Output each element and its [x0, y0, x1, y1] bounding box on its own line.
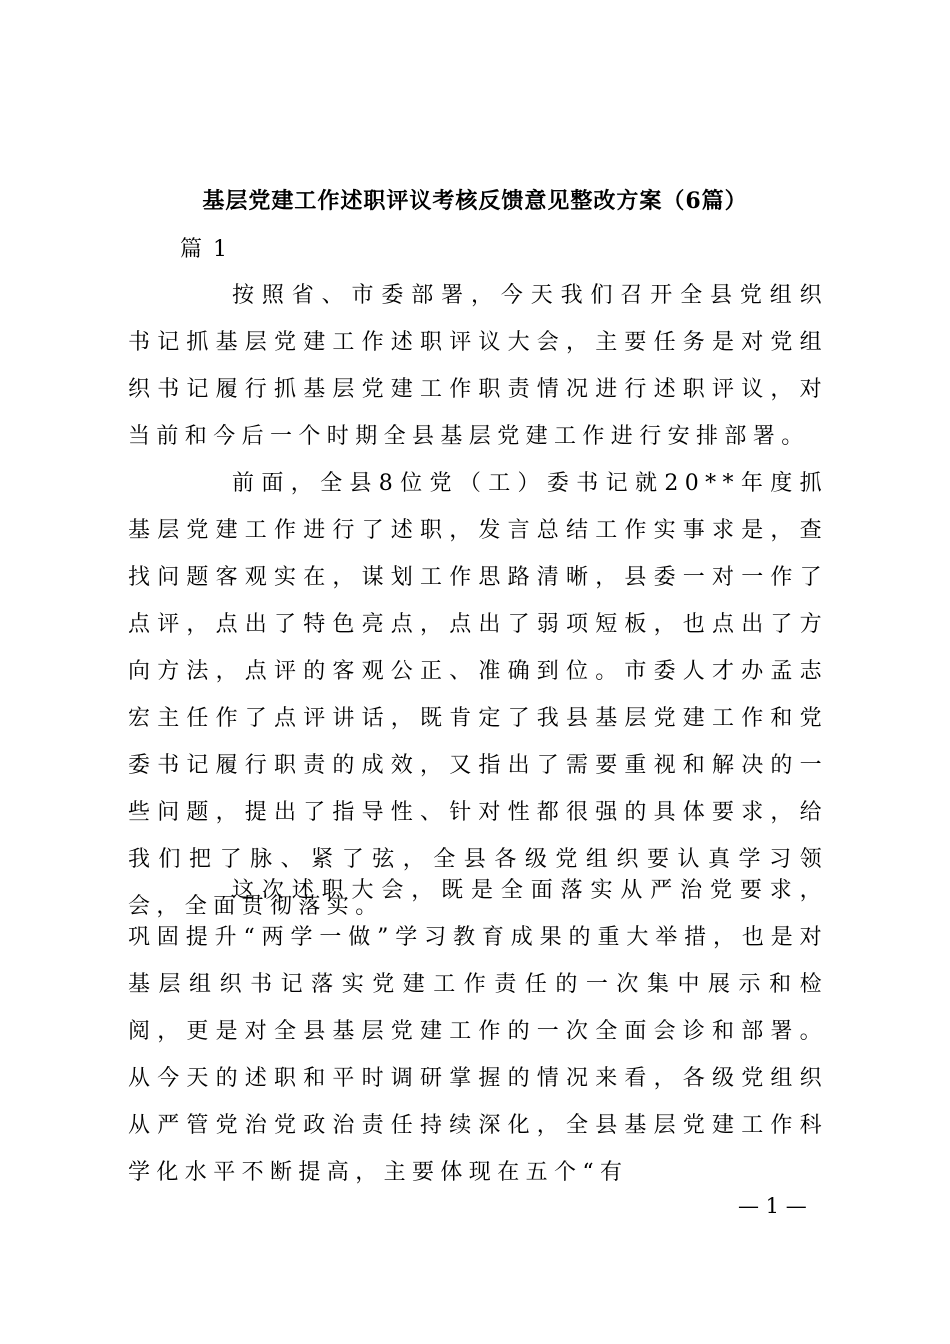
- section-label: 篇 1: [180, 237, 229, 262]
- paragraph: 按照省、市委部署，今天我们召开全县党组织书记抓基层党建工作述职评议大会，主要任务是对党组织书记履行抓基层党建工作职责情况进行述职评议，对当前和今后一个时期全县基层党建工作进行安排部署。: [128, 283, 828, 449]
- paragraph: 这次述职大会，既是全面落实从严治党要求，巩固提升“两学一做”学习教育成果的重大举措，也是对基层组织书记落实党建工作责任的一次集中展示和检阅，更是对全县基层党建工作的一次全面会诊和部署。从今天的述职和平时调研掌握的情况来看，各级党组织从严管党治党政治责任持续深化，全县基层党建工作科学化水平不断提高，主要体现在五个“有: [128, 878, 828, 1185]
- document-title: 基层党建工作述职评议考核反馈意见整改方案（6篇）: [202, 188, 748, 214]
- paragraph: 前面，全县8位党（工）委书记就20**年度抓基层党建工作进行了述职，发言总结工作实事求是，查找问题客观实在，谋划工作思路清晰，县委一对一作了点评，点出了特色亮点，点出了弱项短板，也点出了方向方法，点评的客观公正、准确到位。市委人才办孟志宏主任作了点评讲话，既肯定了我县基层党建工作和党委书记履行职责的成效，又指出了需要重视和解决的一些问题，提出了指导性、针对性都很强的具体要求，给我们把了脉、紧了弦，全县各级党组织要认真学习领会，全面贯彻落实。: [128, 471, 828, 919]
- page-number: — 1 —: [738, 1194, 807, 1218]
